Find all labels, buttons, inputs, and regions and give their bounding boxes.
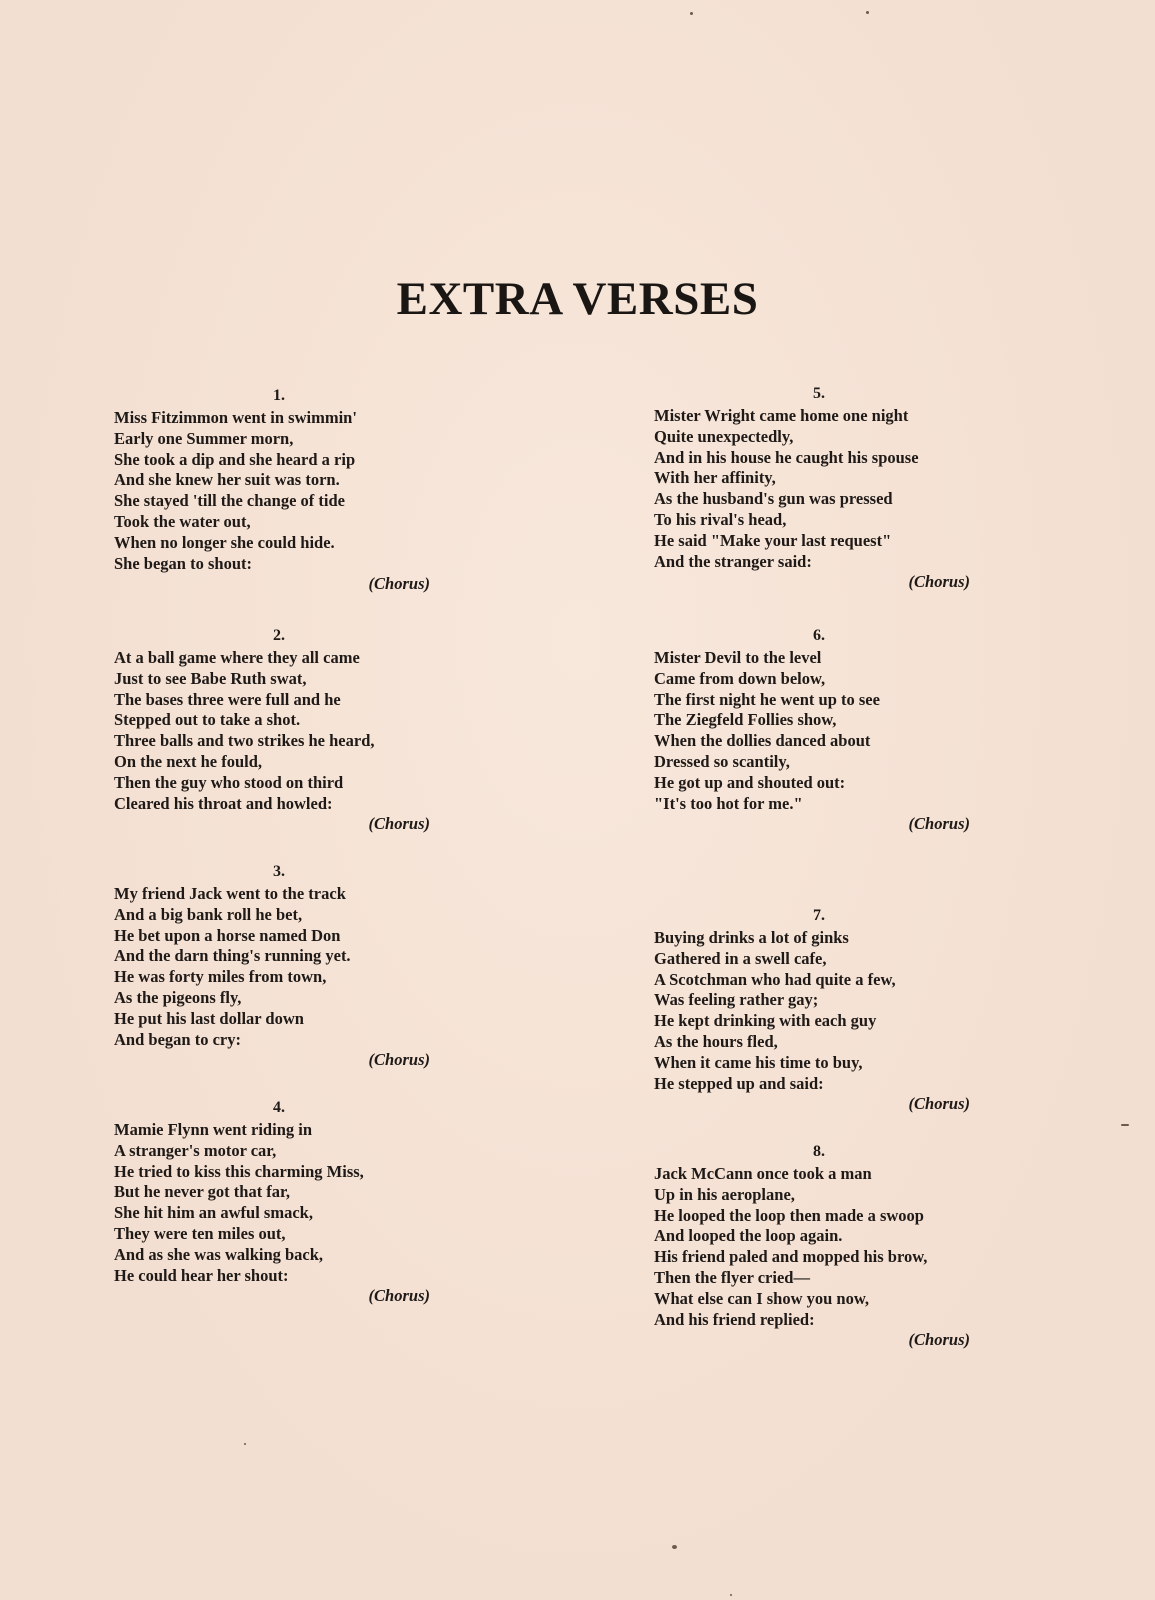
verse-line: Three balls and two strikes he heard, bbox=[114, 731, 375, 751]
paper-speck bbox=[1121, 1124, 1129, 1126]
verse-line: His friend paled and mopped his brow, bbox=[654, 1247, 928, 1267]
verse-line: With her affinity, bbox=[654, 468, 776, 488]
paper-speck bbox=[866, 11, 869, 14]
verse-line: She took a dip and she heard a rip bbox=[114, 449, 356, 469]
paper-speck bbox=[672, 1545, 677, 1549]
verse-line: He put his last dollar down bbox=[114, 1008, 304, 1028]
verse-line: When no longer she could hide. bbox=[114, 532, 335, 552]
verse-line: Then the guy who stood on third bbox=[114, 772, 344, 792]
verse-line: As the hours fled, bbox=[654, 1031, 778, 1051]
verse-line: Came from down below, bbox=[654, 668, 826, 688]
verse-line: She hit him an awful smack, bbox=[114, 1203, 313, 1223]
verse-number: 1. bbox=[273, 387, 285, 404]
chorus-marker: (Chorus) bbox=[908, 1330, 970, 1350]
verse-line: Quite unexpectedly, bbox=[654, 426, 794, 446]
verse-7 bbox=[654, 906, 1014, 1115]
verse-4 bbox=[114, 1098, 474, 1307]
verse-5 bbox=[654, 384, 1014, 593]
verse-line: When the dollies danced about bbox=[654, 731, 871, 751]
verse-line: And she knew her suit was torn. bbox=[114, 470, 340, 490]
verse-line: Mister Wright came home one night bbox=[654, 406, 909, 425]
verse-line: Up in his aeroplane, bbox=[654, 1184, 795, 1204]
verse-line: And his friend replied: bbox=[654, 1309, 815, 1329]
chorus-marker: (Chorus) bbox=[908, 572, 970, 592]
verse-line: Took the water out, bbox=[114, 511, 251, 531]
verse-line: Miss Fitzimmon went in swimmin' bbox=[114, 408, 357, 427]
verse-line: The bases three were full and he bbox=[114, 689, 341, 709]
verse-line: He was forty miles from town, bbox=[114, 967, 327, 987]
verse-line: Was feeling rather gay; bbox=[654, 990, 819, 1010]
verse-line: And began to cry: bbox=[114, 1029, 241, 1049]
chorus-marker: (Chorus) bbox=[368, 814, 430, 834]
verse-line: The Ziegfeld Follies show, bbox=[654, 710, 837, 730]
verse-line: He kept drinking with each guy bbox=[654, 1011, 877, 1031]
verse-number: 3. bbox=[273, 863, 285, 880]
verse-6 bbox=[654, 626, 1014, 835]
verse-line: At a ball game where they all came bbox=[114, 648, 360, 667]
verse-line: Buying drinks a lot of ginks bbox=[654, 928, 849, 947]
verse-number: 6. bbox=[813, 627, 825, 644]
verse-number: 8. bbox=[813, 1143, 825, 1160]
verse-line: He got up and shouted out: bbox=[654, 772, 846, 792]
verse-line: The first night he went up to see bbox=[654, 689, 880, 709]
verse-line: On the next he fould, bbox=[114, 751, 263, 771]
verse-line: Dressed so scantily, bbox=[654, 751, 790, 771]
verse-line: Stepped out to take a shot. bbox=[114, 710, 301, 730]
verse-line: And the stranger said: bbox=[654, 551, 812, 571]
verse-3 bbox=[114, 862, 474, 1071]
paper-speck bbox=[244, 1443, 246, 1445]
verse-line: And in his house he caught his spouse bbox=[654, 447, 919, 467]
verse-line: He bet upon a horse named Don bbox=[114, 925, 341, 945]
verse-line: "It's too hot for me." bbox=[654, 793, 803, 813]
paper-speck bbox=[690, 12, 693, 15]
verse-1 bbox=[114, 386, 474, 595]
chorus-marker: (Chorus) bbox=[908, 1094, 970, 1114]
chorus-marker: (Chorus) bbox=[368, 1286, 430, 1306]
verse-number: 4. bbox=[273, 1099, 285, 1116]
verse-8 bbox=[654, 1142, 1014, 1351]
verse-line: And looped the loop again. bbox=[654, 1226, 843, 1246]
verse-line: Then the flyer cried— bbox=[654, 1267, 810, 1287]
verse-line: Mister Devil to the level bbox=[654, 648, 822, 667]
verse-line: They were ten miles out, bbox=[114, 1223, 286, 1243]
verse-line: Jack McCann once took a man bbox=[654, 1164, 872, 1183]
verse-line: But he never got that far, bbox=[114, 1182, 290, 1202]
verse-line: He said "Make your last request" bbox=[654, 530, 892, 550]
verse-line: Just to see Babe Ruth swat, bbox=[114, 668, 307, 688]
verse-line: A Scotchman who had quite a few, bbox=[654, 969, 896, 989]
chorus-marker: (Chorus) bbox=[368, 574, 430, 594]
verse-line: Mamie Flynn went riding in bbox=[114, 1120, 313, 1139]
verse-line: Early one Summer morn, bbox=[114, 428, 294, 448]
verse-line: She began to shout: bbox=[114, 553, 252, 573]
verse-number: 2. bbox=[273, 627, 285, 644]
verse-line: What else can I show you now, bbox=[654, 1288, 869, 1308]
verse-line: And the darn thing's running yet. bbox=[114, 946, 351, 966]
verse-line: As the husband's gun was pressed bbox=[654, 489, 893, 509]
paper-speck bbox=[730, 1594, 732, 1596]
verse-2 bbox=[114, 626, 474, 835]
verse-line: To his rival's head, bbox=[654, 509, 787, 529]
verse-line: He looped the loop then made a swoop bbox=[654, 1205, 924, 1225]
verse-line: When it came his time to buy, bbox=[654, 1052, 863, 1072]
verse-line: He could hear her shout: bbox=[114, 1265, 289, 1285]
verse-number: 5. bbox=[813, 385, 825, 402]
verse-line: Gathered in a swell cafe, bbox=[654, 948, 827, 968]
verse-line: Cleared his throat and howled: bbox=[114, 793, 333, 813]
verse-line: She stayed 'till the change of tide bbox=[114, 491, 345, 511]
verse-line: He tried to kiss this charming Miss, bbox=[114, 1161, 364, 1181]
verse-line: He stepped up and said: bbox=[654, 1073, 824, 1093]
verse-line: My friend Jack went to the track bbox=[114, 884, 346, 903]
verse-line: As the pigeons fly, bbox=[114, 987, 242, 1007]
verse-line: And a big bank roll he bet, bbox=[114, 904, 303, 924]
chorus-marker: (Chorus) bbox=[908, 814, 970, 834]
page-title: EXTRA VERSES bbox=[396, 273, 759, 325]
verse-number: 7. bbox=[813, 907, 825, 924]
chorus-marker: (Chorus) bbox=[368, 1050, 430, 1070]
verse-line: And as she was walking back, bbox=[114, 1244, 324, 1264]
verse-line: A stranger's motor car, bbox=[114, 1140, 277, 1160]
